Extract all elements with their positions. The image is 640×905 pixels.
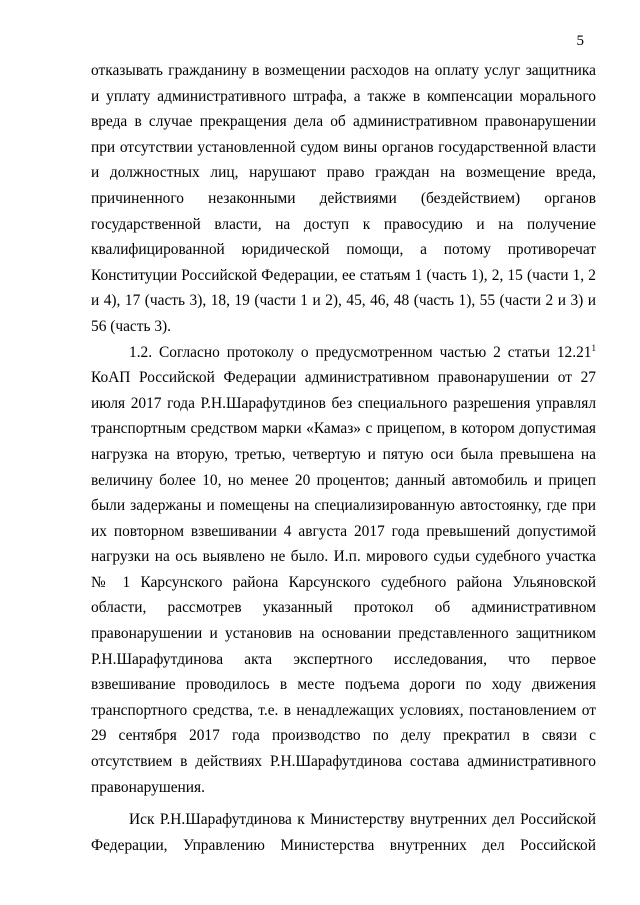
protocol-text-start: 1.2. Согласно протоколу о предусмотренном частью 2 статьи 12.21 <box>129 343 592 361</box>
page-number: 5 <box>576 33 584 49</box>
paragraph-constitution-conflict: отказывать гражданину в возмещении расходов на оплату услуг защитника и уплату административного штрафа, а также в компенсации морального вреда в случае прекращения дела об административном правонарушении при отсутствии установленной судом вины органов государственной власти и должностных лиц, нарушают право граждан на возмещение вреда, причиненного незаконными действиями (бездействием) органов государственной власти, на доступ к правосудию и на получение квалифицированной юридической помощи, а потому противоречат Конституции Российской Федерации, ее статьям 1 (часть 1), 2, 15 (части 1, 2 и 4), 17 (часть 3), 18, 19 (части 1 и 2), 45, 46, 48 (часть 1), 55 (части 2 и 3) и 56 (часть 3). <box>91 62 596 335</box>
paragraph-lawsuit: Иск Р.Н.Шарафутдинова к Министерству внутренних дел Российской Федерации, Управлению Министерства внутренних дел Российской <box>91 811 596 854</box>
protocol-text-rest: КоАП Российской Федерации административном правонарушении от 27 июля 2017 года Р.Н.Шарафутдинов без специального разрешения управлял транспортным средством марки «Камаз» с прицепом, в котором допустимая нагрузка на вторую, третью, четвертую и пятую оси была превышена на величину более 10, но менее 20 процентов; данный автомобиль и прицеп были задержаны и помещены на специализированную автостоянку, где при их повторном взвешивании 4 августа 2017 года превышений допустимой нагрузки на ось выявлено не было. И.п. мирового судьи судебного участка № 1 Карсунского района Карсунского судебного района Ульяновской области, рассмотрев указанный протокол об административном правонарушении и установив на основании представленного защитником Р.Н.Шарафутдинова акта экспертного исследования, что первое взвешивание проводилось в месте подъема дороги по ходу движения транспортного средства, т.е. в ненадлежащих условиях, постановлением от 29 сентября 2017 года производство по делу прекратил в связи с отсутствием в действиях Р.Н.Шарафутдинова состава административного правонарушения. <box>91 369 596 796</box>
article-superscript: 1 <box>591 342 596 353</box>
paragraph-protocol-case <box>91 340 596 801</box>
document-body <box>91 58 596 858</box>
